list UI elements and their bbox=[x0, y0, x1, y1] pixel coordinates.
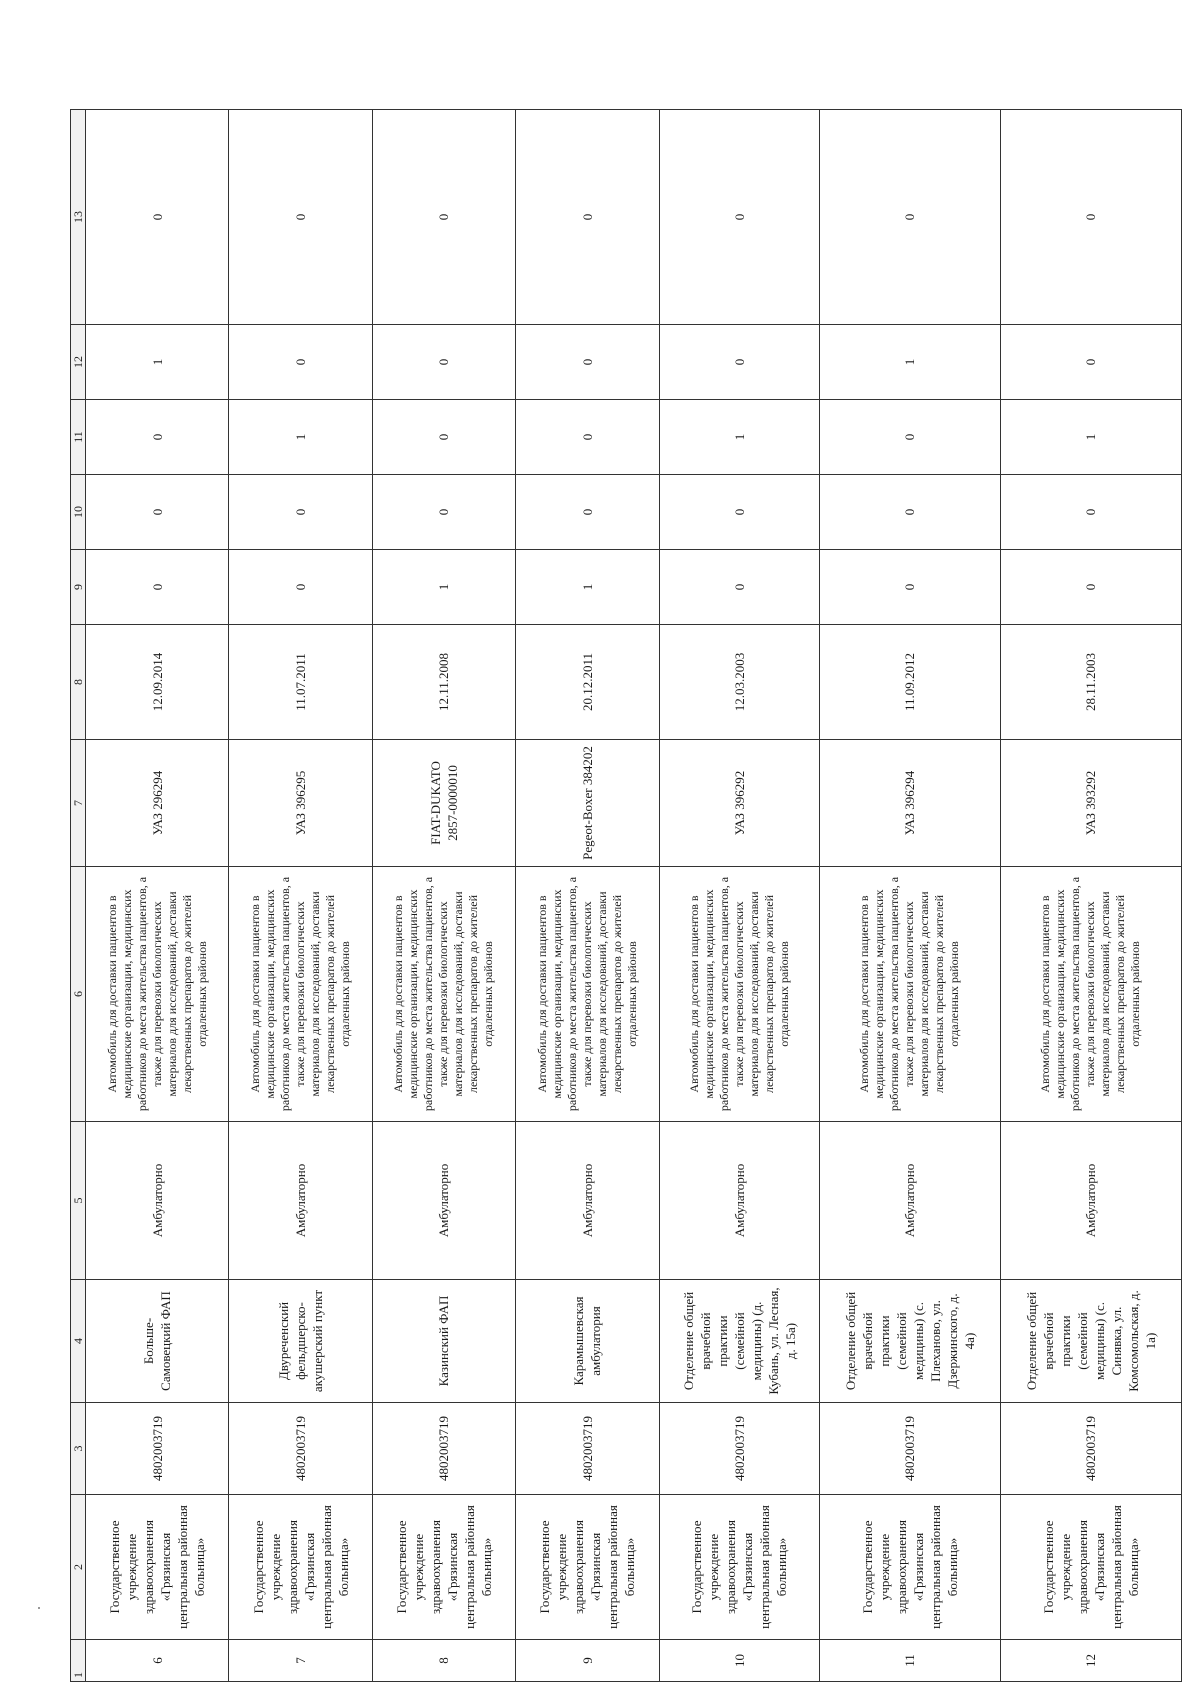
unit-cell: Казинский ФАП bbox=[372, 1280, 515, 1403]
purpose-cell: Автомобиль для доставки пациентов в медицинские организации, медицинских работников до места жительства пациентов, а также для перевозки биологических материалов для исследований, доставки лекарственных препаратов до жителей отдаленных районов bbox=[86, 867, 229, 1122]
col13-cell: 0 bbox=[516, 110, 659, 325]
col12-cell: 0 bbox=[659, 325, 819, 400]
unit-cell: Двуреченский фельдшерско-акушерский пункт bbox=[229, 1280, 372, 1403]
vehicle-model-cell: FIAT-DUKATO 2857-0000010 bbox=[372, 740, 515, 867]
care-type-cell: Амбулаторно bbox=[1000, 1122, 1181, 1280]
row-number: 8 bbox=[372, 1640, 515, 1682]
col12-cell: 0 bbox=[229, 325, 372, 400]
purpose-cell: Автомобиль для доставки пациентов в медицинские организации, медицинских работников до места жительства пациентов, а также для перевозки биологических материалов для исследований, доставки лекарственных препаратов до жителей отдаленных районов bbox=[819, 867, 1000, 1122]
organization-cell: Государственное учреждение здравоохранения «Грязинская центральная районная больница» bbox=[229, 1495, 372, 1640]
col10-cell: 0 bbox=[86, 475, 229, 550]
vehicle-model-cell: УАЗ 396294 bbox=[819, 740, 1000, 867]
date-cell: 11.07.2011 bbox=[229, 625, 372, 740]
col12-cell: 1 bbox=[86, 325, 229, 400]
organization-cell: Государственное учреждение здравоохранения «Грязинская центральная районная больница» bbox=[819, 1495, 1000, 1640]
organization-cell: Государственное учреждение здравоохранения «Грязинская центральная районная больница» bbox=[372, 1495, 515, 1640]
date-cell: 12.09.2014 bbox=[86, 625, 229, 740]
col12-cell: 1 bbox=[819, 325, 1000, 400]
inn-cell: 4802003719 bbox=[372, 1403, 515, 1495]
col10-cell: 0 bbox=[1000, 475, 1181, 550]
col13-cell: 0 bbox=[372, 110, 515, 325]
column-number-row bbox=[71, 110, 86, 1682]
col11-cell: 1 bbox=[659, 400, 819, 475]
col9-cell: 0 bbox=[819, 550, 1000, 625]
col11-cell: 0 bbox=[86, 400, 229, 475]
row-number: 10 bbox=[659, 1640, 819, 1682]
col13-cell: 0 bbox=[229, 110, 372, 325]
col12-cell: 0 bbox=[1000, 325, 1181, 400]
col11-cell: 0 bbox=[819, 400, 1000, 475]
col9-cell: 0 bbox=[229, 550, 372, 625]
col-header-4: 4 bbox=[71, 1280, 86, 1403]
unit-cell: Отделение общей врачебной практики (семейной медицины) (с. Плеханово, ул. Дзержинского, д. 4а) bbox=[819, 1280, 1000, 1403]
row-number: 12 bbox=[1000, 1640, 1181, 1682]
inn-cell: 4802003719 bbox=[516, 1403, 659, 1495]
date-cell: 11.09.2012 bbox=[819, 625, 1000, 740]
row-number: 6 bbox=[86, 1640, 229, 1682]
purpose-cell: Автомобиль для доставки пациентов в медицинские организации, медицинских работников до места жительства пациентов, а также для перевозки биологических материалов для исследований, доставки лекарственных препаратов до жителей отдаленных районов bbox=[372, 867, 515, 1122]
col10-cell: 0 bbox=[372, 475, 515, 550]
col-header-8: 8 bbox=[71, 625, 86, 740]
inn-cell: 4802003719 bbox=[819, 1403, 1000, 1495]
rotated-document-page bbox=[70, 110, 1182, 1682]
purpose-cell: Автомобиль для доставки пациентов в медицинские организации, медицинских работников до места жительства пациентов, а также для перевозки биологических материалов для исследований, доставки лекарственных препаратов до жителей отдаленных районов bbox=[516, 867, 659, 1122]
organization-cell: Государственное учреждение здравоохранения «Грязинская центральная районная больница» bbox=[86, 1495, 229, 1640]
col9-cell: 0 bbox=[659, 550, 819, 625]
col-header-12: 12 bbox=[71, 325, 86, 400]
col-header-10: 10 bbox=[71, 475, 86, 550]
vehicle-model-cell: УАЗ 396295 bbox=[229, 740, 372, 867]
col9-cell: 1 bbox=[372, 550, 515, 625]
organization-cell: Государственное учреждение здравоохранения «Грязинская центральная районная больница» bbox=[516, 1495, 659, 1640]
table-row bbox=[516, 110, 659, 1682]
purpose-cell: Автомобиль для доставки пациентов в медицинские организации, медицинских работников до места жительства пациентов, а также для перевозки биологических материалов для исследований, доставки лекарственных препаратов до жителей отдаленных районов bbox=[1000, 867, 1181, 1122]
col-header-7: 7 bbox=[71, 740, 86, 867]
unit-cell: Отделение общей врачебной практики (семейной медицины) (с. Синявка, ул. Комсомольская, д. 1а) bbox=[1000, 1280, 1181, 1403]
vehicle-model-cell: УАЗ 296294 bbox=[86, 740, 229, 867]
col-header-13: 13 bbox=[71, 110, 86, 325]
unit-cell: Карамышевская амбулатория bbox=[516, 1280, 659, 1403]
date-cell: 20.12.2011 bbox=[516, 625, 659, 740]
col-header-5: 5 bbox=[71, 1122, 86, 1280]
table-row bbox=[229, 110, 372, 1682]
col10-cell: 0 bbox=[819, 475, 1000, 550]
vehicle-model-cell: УАЗ 393292 bbox=[1000, 740, 1181, 867]
care-type-cell: Амбулаторно bbox=[659, 1122, 819, 1280]
col-header-6: 6 bbox=[71, 867, 86, 1122]
table-row bbox=[372, 110, 515, 1682]
row-number: 9 bbox=[516, 1640, 659, 1682]
vehicle-table bbox=[70, 109, 1182, 1682]
col13-cell: 0 bbox=[819, 110, 1000, 325]
col13-cell: 0 bbox=[659, 110, 819, 325]
col11-cell: 0 bbox=[516, 400, 659, 475]
inn-cell: 4802003719 bbox=[659, 1403, 819, 1495]
col12-cell: 0 bbox=[516, 325, 659, 400]
vehicle-model-cell: УАЗ 396292 bbox=[659, 740, 819, 867]
care-type-cell: Амбулаторно bbox=[516, 1122, 659, 1280]
inn-cell: 4802003719 bbox=[86, 1403, 229, 1495]
table-row bbox=[659, 110, 819, 1682]
table-row bbox=[1000, 110, 1181, 1682]
col-header-9: 9 bbox=[71, 550, 86, 625]
date-cell: 12.03.2003 bbox=[659, 625, 819, 740]
purpose-cell: Автомобиль для доставки пациентов в медицинские организации, медицинских работников до места жительства пациентов, а также для перевозки биологических материалов для исследований, доставки лекарственных препаратов до жителей отдаленных районов bbox=[659, 867, 819, 1122]
col10-cell: 0 bbox=[229, 475, 372, 550]
col-header-11: 11 bbox=[71, 400, 86, 475]
unit-cell: Отделение общей врачебной практики (семейной медицины) (д. Кубань, ул. Лесная, д. 15а) bbox=[659, 1280, 819, 1403]
col-header-1: 1 bbox=[71, 1640, 86, 1682]
col9-cell: 0 bbox=[86, 550, 229, 625]
col11-cell: 0 bbox=[372, 400, 515, 475]
organization-cell: Государственное учреждение здравоохранения «Грязинская центральная районная больница» bbox=[1000, 1495, 1181, 1640]
col-header-2: 2 bbox=[71, 1495, 86, 1640]
care-type-cell: Амбулаторно bbox=[86, 1122, 229, 1280]
row-number: 7 bbox=[229, 1640, 372, 1682]
col-header-3: 3 bbox=[71, 1403, 86, 1495]
care-type-cell: Амбулаторно bbox=[372, 1122, 515, 1280]
inn-cell: 4802003719 bbox=[1000, 1403, 1181, 1495]
col10-cell: 0 bbox=[659, 475, 819, 550]
col13-cell: 0 bbox=[1000, 110, 1181, 325]
date-cell: 28.11.2003 bbox=[1000, 625, 1181, 740]
col11-cell: 1 bbox=[229, 400, 372, 475]
table-row bbox=[819, 110, 1000, 1682]
unit-cell: Больше-Самовецкий ФАП bbox=[86, 1280, 229, 1403]
purpose-cell: Автомобиль для доставки пациентов в медицинские организации, медицинских работников до места жительства пациентов, а также для перевозки биологических материалов для исследований, доставки лекарственных препаратов до жителей отдаленных районов bbox=[229, 867, 372, 1122]
organization-cell: Государственное учреждение здравоохранения «Грязинская центральная районная больница» bbox=[659, 1495, 819, 1640]
col12-cell: 0 bbox=[372, 325, 515, 400]
col9-cell: 0 bbox=[1000, 550, 1181, 625]
col10-cell: 0 bbox=[516, 475, 659, 550]
row-number: 11 bbox=[819, 1640, 1000, 1682]
care-type-cell: Амбулаторно bbox=[819, 1122, 1000, 1280]
scan-speck bbox=[38, 1607, 40, 1609]
date-cell: 12.11.2008 bbox=[372, 625, 515, 740]
inn-cell: 4802003719 bbox=[229, 1403, 372, 1495]
col11-cell: 1 bbox=[1000, 400, 1181, 475]
vehicle-model-cell: Pegeot-Boxer 384202 bbox=[516, 740, 659, 867]
care-type-cell: Амбулаторно bbox=[229, 1122, 372, 1280]
col9-cell: 1 bbox=[516, 550, 659, 625]
table-row bbox=[86, 110, 229, 1682]
col13-cell: 0 bbox=[86, 110, 229, 325]
